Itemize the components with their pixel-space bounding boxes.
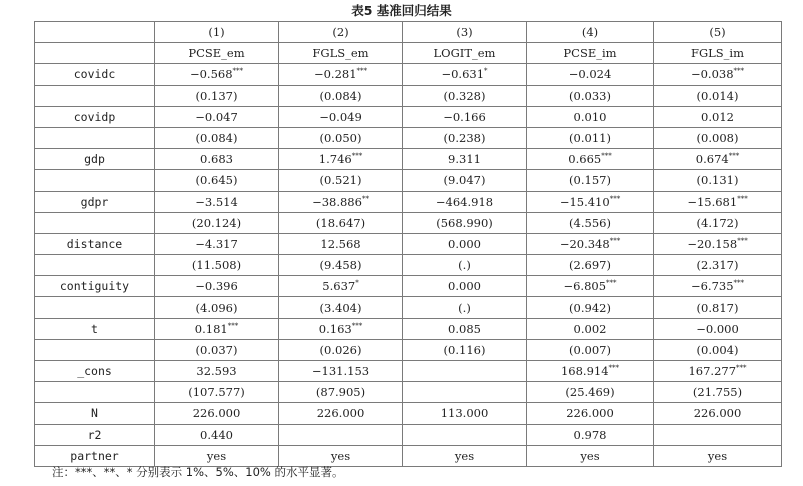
coefficient-value: −38.886 <box>312 194 362 209</box>
standard-error-cell: (0.011) <box>527 127 654 148</box>
coefficient-cell <box>654 191 782 212</box>
variable-name-empty <box>35 170 155 191</box>
variable-name: t <box>35 318 155 339</box>
table-note: 注：***、**、* 分别表示 1%、5%、10% 的水平显著。 <box>52 465 344 479</box>
significance-stars: *** <box>737 194 748 203</box>
coefficient-cell <box>403 191 527 212</box>
stat-value: yes <box>654 445 782 466</box>
coefficient-value: −0.631 <box>441 67 485 82</box>
coefficient-cell <box>403 233 527 254</box>
standard-error-cell: (18.647) <box>279 212 403 233</box>
table-row <box>35 318 782 339</box>
variable-name: covidc <box>35 64 155 85</box>
coefficient-value: 1.746 <box>318 152 352 167</box>
significance-stars: *** <box>227 321 239 330</box>
standard-error-cell: (0.238) <box>403 127 527 148</box>
header-corner-cell <box>35 43 155 64</box>
coefficient-value: 0.000 <box>448 236 481 251</box>
column-number: (3) <box>403 22 527 43</box>
stat-value: yes <box>279 445 403 466</box>
standard-error-cell: (0.817) <box>654 297 782 318</box>
table-row-se <box>35 85 782 106</box>
standard-error-cell: (4.172) <box>654 212 782 233</box>
stat-value <box>279 424 403 445</box>
column-name: LOGIT_em <box>403 43 527 64</box>
significance-stars: *** <box>737 237 748 246</box>
stat-value: yes <box>403 445 527 466</box>
coefficient-cell <box>654 106 782 127</box>
coefficient-value: −4.317 <box>195 236 238 251</box>
standard-error-cell: (11.508) <box>155 255 279 276</box>
significance-stars: *** <box>728 152 740 161</box>
coefficient-value: 0.012 <box>701 109 734 124</box>
table-row-se <box>35 255 782 276</box>
standard-error-cell: (0.084) <box>279 85 403 106</box>
significance-stars: *** <box>351 321 363 330</box>
coefficient-cell <box>403 318 527 339</box>
coefficient-value: 168.914 <box>560 364 609 379</box>
table-row-se <box>35 127 782 148</box>
standard-error-cell: (2.317) <box>654 255 782 276</box>
stats-row <box>35 424 782 445</box>
coefficient-cell <box>527 149 654 170</box>
coefficient-cell <box>403 361 527 382</box>
variable-name-empty <box>35 85 155 106</box>
standard-error-cell: (0.116) <box>403 339 527 360</box>
coefficient-cell <box>279 191 403 212</box>
standard-error-cell: (9.458) <box>279 255 403 276</box>
table-row <box>35 361 782 382</box>
coefficient-cell <box>279 149 403 170</box>
stat-value: 226.000 <box>654 403 782 424</box>
coefficient-cell <box>403 64 527 85</box>
standard-error-cell: (4.556) <box>527 212 654 233</box>
coefficient-cell <box>155 318 279 339</box>
coefficient-value: −15.681 <box>687 194 738 209</box>
coefficient-value: −15.410 <box>559 194 610 209</box>
coefficient-value: 12.568 <box>320 236 361 251</box>
coefficient-value: 0.010 <box>573 109 607 124</box>
coefficient-value: −20.348 <box>559 236 610 251</box>
coefficient-cell <box>155 64 279 85</box>
variable-name-empty <box>35 255 155 276</box>
stat-value: 0.440 <box>155 424 279 445</box>
significance-stars: *** <box>606 279 617 288</box>
significance-stars: *** <box>356 67 368 76</box>
standard-error-cell: (4.096) <box>155 297 279 318</box>
coefficient-cell <box>279 361 403 382</box>
standard-error-cell: (25.469) <box>527 382 654 403</box>
stat-value: 0.978 <box>527 424 654 445</box>
significance-stars: ** <box>361 194 369 203</box>
coefficient-cell <box>527 191 654 212</box>
variable-name: gdp <box>35 149 155 170</box>
variable-name: gdpr <box>35 191 155 212</box>
coefficient-value: −0.568 <box>189 67 233 82</box>
table-row-se <box>35 339 782 360</box>
coefficient-cell <box>654 276 782 297</box>
coefficient-value: −0.396 <box>195 279 238 294</box>
standard-error-cell: (107.577) <box>155 382 279 403</box>
header-row-numbers <box>35 22 782 43</box>
significance-stars: * <box>484 67 488 76</box>
coefficient-value: 32.593 <box>196 364 237 379</box>
significance-stars: *** <box>232 67 244 76</box>
coefficient-cell <box>155 106 279 127</box>
coefficient-cell <box>654 318 782 339</box>
significance-stars: *** <box>733 279 745 288</box>
coefficient-value: −6.805 <box>563 279 607 294</box>
standard-error-cell: (9.047) <box>403 170 527 191</box>
stat-value <box>403 424 527 445</box>
variable-name-empty <box>35 297 155 318</box>
coefficient-value: −131.153 <box>311 364 370 379</box>
coefficient-cell <box>279 276 403 297</box>
coefficient-value: −0.281 <box>313 67 357 82</box>
header-row-names <box>35 43 782 64</box>
coefficient-value: 0.683 <box>200 152 233 167</box>
coefficient-value: −20.158 <box>687 236 738 251</box>
coefficient-value: 0.000 <box>448 279 481 294</box>
coefficient-cell <box>155 233 279 254</box>
standard-error-cell: (0.014) <box>654 85 782 106</box>
stat-value: 226.000 <box>155 403 279 424</box>
standard-error-cell: (0.050) <box>279 127 403 148</box>
coefficient-cell <box>527 233 654 254</box>
standard-error-cell: (0.521) <box>279 170 403 191</box>
column-name: PCSE_em <box>155 43 279 64</box>
coefficient-value: −0.000 <box>696 321 739 336</box>
variable-name: distance <box>35 233 155 254</box>
standard-error-cell: (.) <box>403 297 527 318</box>
stat-value: yes <box>155 445 279 466</box>
standard-error-cell: (0.026) <box>279 339 403 360</box>
standard-error-cell: (0.084) <box>155 127 279 148</box>
significance-stars: * <box>355 279 359 288</box>
coefficient-cell <box>527 276 654 297</box>
coefficient-value: 0.674 <box>695 152 729 167</box>
coefficient-value: −0.166 <box>443 109 486 124</box>
significance-stars: *** <box>601 152 612 161</box>
coefficient-value: −0.049 <box>319 109 362 124</box>
variable-name: covidp <box>35 106 155 127</box>
variable-name-empty <box>35 339 155 360</box>
standard-error-cell: (0.004) <box>654 339 782 360</box>
coefficient-cell <box>403 276 527 297</box>
table-row <box>35 276 782 297</box>
standard-error-cell: (0.137) <box>155 85 279 106</box>
coefficient-value: −3.514 <box>195 194 238 209</box>
stat-name: partner <box>35 445 155 466</box>
standard-error-cell: (21.755) <box>654 382 782 403</box>
coefficient-cell <box>654 64 782 85</box>
stat-name: r2 <box>35 424 155 445</box>
standard-error-cell: (0.033) <box>527 85 654 106</box>
coefficient-value: 0.163 <box>318 321 352 336</box>
standard-error-cell: (0.645) <box>155 170 279 191</box>
significance-stars: *** <box>733 67 745 76</box>
coefficient-cell <box>654 361 782 382</box>
stat-value: 226.000 <box>279 403 403 424</box>
variable-name: contiguity <box>35 276 155 297</box>
standard-error-cell: (3.404) <box>279 297 403 318</box>
coefficient-cell <box>279 64 403 85</box>
standard-error-cell: (2.697) <box>527 255 654 276</box>
coefficient-cell <box>403 149 527 170</box>
significance-stars: *** <box>609 237 621 246</box>
coefficient-cell <box>279 233 403 254</box>
coefficient-cell <box>155 191 279 212</box>
header-corner-cell <box>35 22 155 43</box>
standard-error-cell <box>403 382 527 403</box>
coefficient-cell <box>527 318 654 339</box>
coefficient-value: −464.918 <box>435 194 494 209</box>
standard-error-cell: (0.037) <box>155 339 279 360</box>
standard-error-cell: (0.157) <box>527 170 654 191</box>
column-name: PCSE_im <box>527 43 654 64</box>
regression-table <box>34 21 782 467</box>
coefficient-cell <box>654 149 782 170</box>
standard-error-cell: (0.007) <box>527 339 654 360</box>
column-name: FGLS_em <box>279 43 403 64</box>
table-row-se <box>35 212 782 233</box>
column-number: (2) <box>279 22 403 43</box>
column-number: (4) <box>527 22 654 43</box>
column-number: (5) <box>654 22 782 43</box>
coefficient-cell <box>527 106 654 127</box>
significance-stars: *** <box>351 152 363 161</box>
stat-value: 226.000 <box>527 403 654 424</box>
standard-error-cell: (.) <box>403 255 527 276</box>
coefficient-value: 167.277 <box>688 364 737 379</box>
stat-value: yes <box>527 445 654 466</box>
table-row <box>35 64 782 85</box>
coefficient-cell <box>654 233 782 254</box>
coefficient-value: −0.038 <box>690 67 734 82</box>
table-row <box>35 191 782 212</box>
standard-error-cell: (568.990) <box>403 212 527 233</box>
coefficient-cell <box>279 106 403 127</box>
variable-name-empty <box>35 382 155 403</box>
column-name: FGLS_im <box>654 43 782 64</box>
significance-stars: *** <box>608 364 620 373</box>
coefficient-value: −0.024 <box>568 67 612 82</box>
stat-name: N <box>35 403 155 424</box>
standard-error-cell: (20.124) <box>155 212 279 233</box>
coefficient-cell <box>155 361 279 382</box>
coefficient-cell <box>279 318 403 339</box>
table-row <box>35 106 782 127</box>
column-number: (1) <box>155 22 279 43</box>
standard-error-cell: (0.328) <box>403 85 527 106</box>
table-row-se <box>35 170 782 191</box>
coefficient-value: 0.002 <box>573 321 607 336</box>
coefficient-cell <box>527 64 654 85</box>
variable-name-empty <box>35 212 155 233</box>
standard-error-cell: (0.008) <box>654 127 782 148</box>
coefficient-value: −0.047 <box>195 109 238 124</box>
standard-error-cell: (0.942) <box>527 297 654 318</box>
variable-name-empty <box>35 127 155 148</box>
stats-row <box>35 403 782 424</box>
coefficient-value: −6.735 <box>690 279 734 294</box>
coefficient-value: 0.665 <box>568 152 602 167</box>
significance-stars: *** <box>736 364 747 373</box>
table-title: 表5 基准回归结果 <box>351 3 452 18</box>
significance-stars: *** <box>609 194 621 203</box>
table-row-se <box>35 297 782 318</box>
table-row <box>35 149 782 170</box>
standard-error-cell: (87.905) <box>279 382 403 403</box>
coefficient-value: 9.311 <box>448 152 481 167</box>
coefficient-value: 0.085 <box>448 321 481 336</box>
coefficient-cell <box>527 361 654 382</box>
stat-value: 113.000 <box>403 403 527 424</box>
coefficient-cell <box>155 276 279 297</box>
coefficient-cell <box>155 149 279 170</box>
coefficient-cell <box>403 106 527 127</box>
variable-name: _cons <box>35 361 155 382</box>
standard-error-cell: (0.131) <box>654 170 782 191</box>
table-row <box>35 233 782 254</box>
coefficient-value: 5.637 <box>322 279 356 294</box>
table-row-se <box>35 382 782 403</box>
stat-value <box>654 424 782 445</box>
coefficient-value: 0.181 <box>194 321 228 336</box>
